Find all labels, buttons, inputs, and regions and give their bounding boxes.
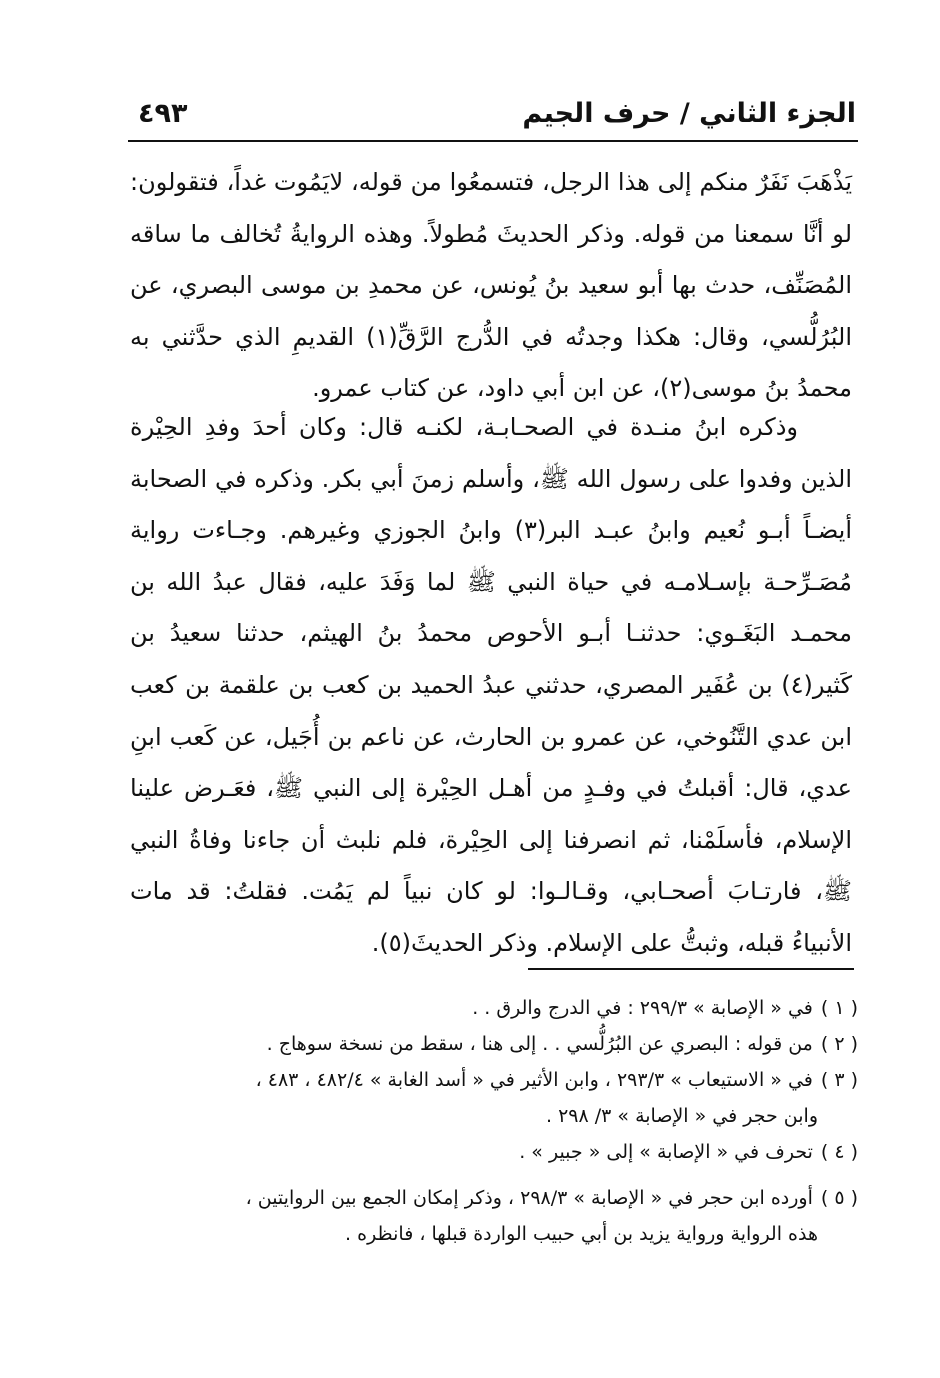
footnote-text: تحرف في « الإصابة » إلى « جبير » . xyxy=(519,1141,813,1163)
running-title: الجزء الثاني / حرف الجيم xyxy=(522,98,856,129)
footnote-number: ( ٢ ) xyxy=(820,1033,858,1055)
running-header xyxy=(128,96,856,136)
footnote-text: أورده ابن حجر في « الإصابة » ٢٩٨/٣ ، وذكر إمكان الجمع بين الروايتين ، xyxy=(245,1187,813,1209)
footnote-5 xyxy=(128,1180,858,1216)
footnote-5-continuation: هذه الرواية ورواية يزيد بن أبي حبيب الواردة قبلها ، فانظره . xyxy=(345,1223,818,1245)
footnote-4 xyxy=(128,1134,858,1170)
footnote-3-continuation: وابن حجر في « الإصابة » ٣/ ٢٩٨ . xyxy=(545,1105,818,1127)
footnote-divider xyxy=(528,968,854,970)
footnote-text: في « الإصابة » ٢٩٩/٣ : في الدرج والرق . . xyxy=(472,997,813,1019)
footnotes xyxy=(128,990,858,1252)
footnote-number: ( ٣ ) xyxy=(820,1069,858,1091)
body-paragraph-2: وذكره ابنُ منـدة في الصحـابـة، لكنـه قال: وكان أحدَ وفدِ الحِيْرة الذين وفدوا على رسول الله ﷺ، وأسلم زمنَ أبي بكر. وذكره في الصحابة أيضـاً أبـو نُعيم وابنُ عبـد البر(٣) وابنُ الجوزي وغيرهم. وجـاءت رواية مُصَـرِّحـة بإسـلامـه في حياة النبي ﷺ لما وَفَدَ عليه، فقال عبدُ الله بن محمـد البَغَـوي: حدثنـا أبـو الأحوص محمدُ بنُ الهيثم، حدثنا سعيدُ بن كَثير(٤) بن عُفَير المصري، حدثني عبدُ الحميد بن كعب بن علقمة بن كعب ابن عدي التَّنُوخي، عن عمرو بن الحارث، عن ناعم بن أُجَيل، عن كَعب ابنِ عدي، قال: أقبلتُ في وفـدٍ من أهـل الحِيْرة إلى النبي ﷺ، فعَـرض علينا الإسلام، فأسلَمْنا، ثم انصرفنا إلى الحِيْرة، فلم نلبث أن جاءنا وفاةُ النبي ﷺ، فارتـابَ أصحـابي، وقـالـوا: لو كان نبياً لم يَمُت. فقلتُ: قد مات الأنبياءُ قبله، وثبتُّ على الإسلام. وذكر الحديثَ(٥). xyxy=(130,413,852,957)
footnote-number: ( ٥ ) xyxy=(820,1187,858,1209)
footnote-2 xyxy=(128,1026,858,1062)
footnote-number: ( ٤ ) xyxy=(820,1141,858,1163)
footnote-number: ( ١ ) xyxy=(820,997,858,1019)
footnote-3 xyxy=(128,1062,858,1098)
page-number: ٤٩٣ xyxy=(138,98,188,129)
footnote-1 xyxy=(128,990,858,1026)
footnote-text: في « الاستيعاب » ٢٩٣/٣ ، وابن الأثير في « أسد الغابة » ٤٨٢/٤ ، ٤٨٣ ، xyxy=(255,1069,813,1091)
body-paragraph-1: يَذْهَبَ نَفَرٌ منكم إلى هذا الرجل، فتسمعُوا من قوله، لايَمُوت غداً، فتقولون: لو أنَّا سمعنا من قوله. وذكر الحديثَ مُطولاً. وهذه الروايةُ تُخالف ما ساقه المُصَنِّف، حدث بها أبو سعيد بنُ يُونس، عن محمدِ بن موسى البصري، عن البُرُلُّسي، وقال: هكذا وجدتُه في الدُّرج الرَّقِّ(١) القديمِ الذي حدَّثني به محمدُ بنُ موسى(٢)، عن ابن أبي داود، عن كتاب عمرو. xyxy=(130,168,852,403)
header-divider xyxy=(128,140,858,142)
footnote-text: من قوله : البصري عن البُرُلُّسي . . إلى هنا ، سقط من نسخة سوهاج . xyxy=(266,1033,813,1055)
